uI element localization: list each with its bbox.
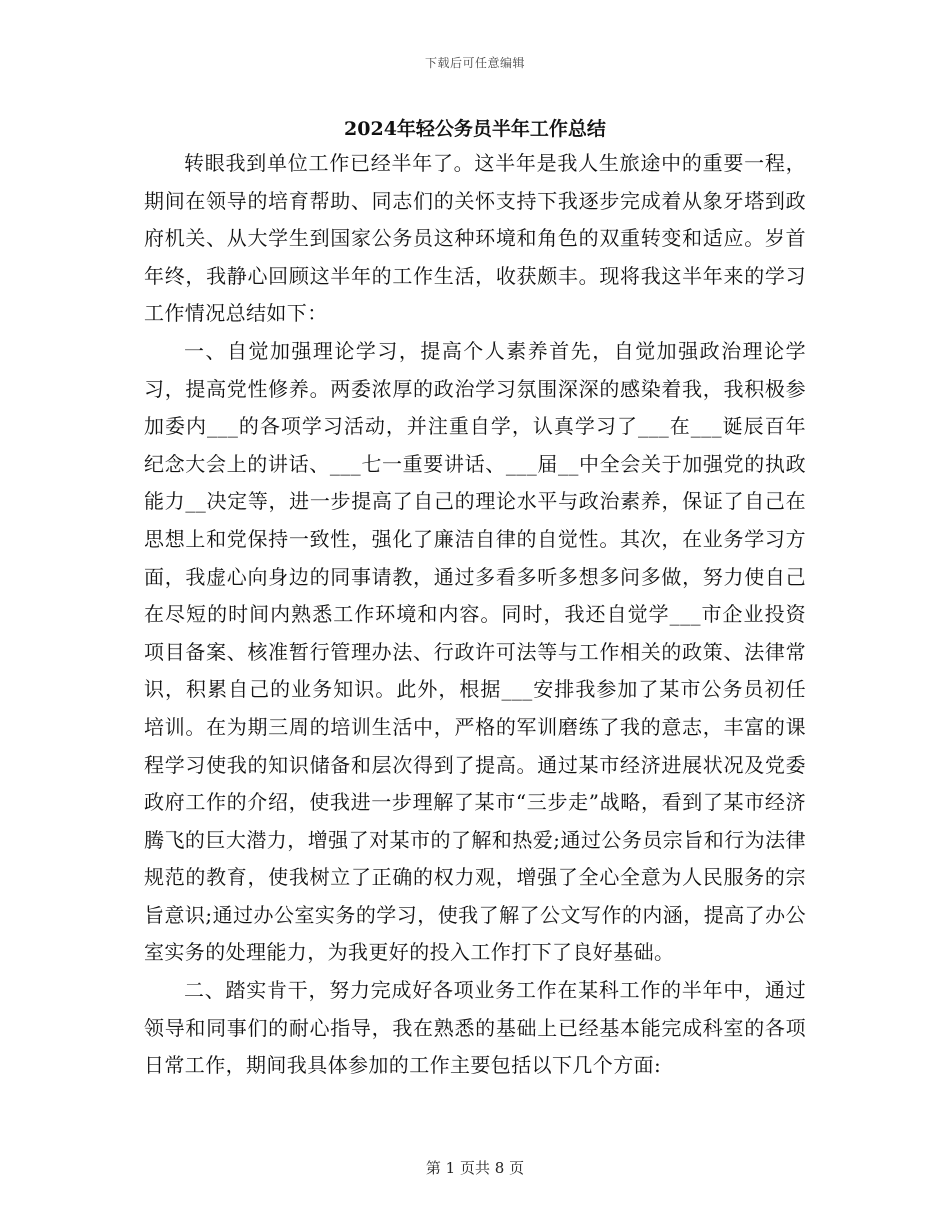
- header-note: 下载后可任意编辑: [424, 56, 525, 70]
- page-number: 第 1 页共 8 页: [425, 1159, 525, 1177]
- paragraph-section-two: 二、踏实肯干，努力完成好各项业务工作在某科工作的半年中，通过领导和同事们的耐心指导，我在熟悉的基础上已经基本能完成科室的各项日常工作，期间我具体参加的工作主要包括以下几个方面:: [144, 978, 806, 1078]
- paragraph-intro: 转眼我到单位工作已经半年了。这半年是我人生旅途中的重要一程，期间在领导的培育帮助、同志们的关怀支持下我逐步完成着从象牙塔到政府机关、从大学生到国家公务员这种环境和角色的双重转变和适应。岁首年终，我静心回顾这半年的工作生活，收获颇丰。现将我这半年来的学习工作情况总结如下：: [144, 151, 806, 326]
- document-body: [144, 145, 806, 1085]
- paragraph-section-one: 一、自觉加强理论学习，提高个人素养首先，自觉加强政治理论学习，提高党性修养。两委浓厚的政治学习氛围深深的感染着我，我积极参加委内___的各项学习活动，并注重自学，认真学习了___在___诞辰百年纪念大会上的讲话、___七一重要讲话、___届__中全会关于加强党的执政能力__决定等，进一步提高了自己的理论水平与政治素养，保证了自己在思想上和党保持一致性，强化了廉洁自律的自觉性。其次，在业务学习方面，我虚心向身边的同事请教，通过多看多听多想多问多做，努力使自己在尽短的时间内熟悉工作环境和内容。同时，我还自觉学___市企业投资项目备案、核准暂行管理办法、行政许可法等与工作相关的政策、法律常识，积累自己的业务知识。此外，根据___安排我参加了某市公务员初任培训。在为期三周的培训生活中，严格的军训磨练了我的意志，丰富的课程学习使我的知识储备和层次得到了提高。通过某市经济进展状况及党委政府工作的介绍，使我进一步理解了某市“三步走”战略，看到了某市经济腾飞的巨大潜力，增强了对某市的了解和热爱;通过公务员宗旨和行为法律规范的教育，使我树立了正确的权力观，增强了全心全意为人民服务的宗旨意识;通过办公室实务的学习，使我了解了公文写作的内涵，提高了办公室实务的处理能力，为我更好的投入工作打下了良好基础。: [144, 338, 806, 965]
- document-title: 2024年轻公务员半年工作总结: [344, 118, 606, 140]
